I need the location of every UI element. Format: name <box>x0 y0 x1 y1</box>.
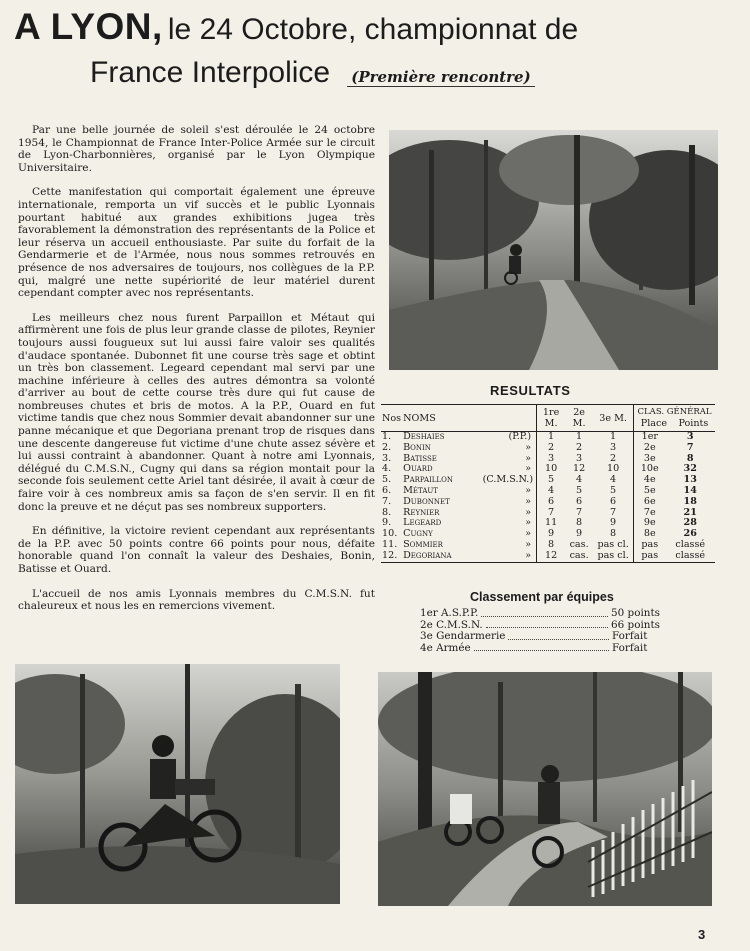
row-name: Deshaies (P.P.) <box>403 431 532 442</box>
col-m1: 1re M. <box>537 405 566 432</box>
list-item: 1er A.S.P.P. 50 points <box>420 607 660 619</box>
article-body <box>18 124 375 625</box>
paragraph: Cette manifestation qui comportait également une épreuve internationale, remporta un vif succès et le public Lyonnais pourtant habitué aux grandes exhibitions jugea très favorablement la démonstration des représentants de la Police et leur réserva un accueil enthousiaste. Par suite du forfait de la Gendarmerie et de l'Armée, nous nous sommes retrouvés en présence de nos adversaires de toujours, nos collègues de la P.P. qui, malgré une nette supériorité de leur matériel durent cependant compter avec nos représentants. <box>18 186 375 300</box>
list-item: 4e Armée Forfait <box>420 641 648 654</box>
col-place: Place <box>640 418 668 429</box>
table-row: 6. Métaut » 4 5 5 5e 14 <box>382 484 697 496</box>
table-row: 3. Batisse » 3 3 2 3e 8 <box>382 452 694 464</box>
paragraph: En définitive, la victoire revient cependant aux représentants de la P.P. avec 50 points contre 66 points pour nous, défaite honorable quand l'on connaît la valeur des Deshaies, Bonin, Batisse et Ouard. <box>18 525 375 575</box>
table-row: 5. Parpaillon (C.M.S.N.) 5 4 4 4e 13 <box>382 474 697 486</box>
subtitle: (Première rencontre) <box>347 68 534 87</box>
headline-bold: A LYON, <box>14 6 163 47</box>
table-row: 12. Degoriana » 12 cas. pas cl. pas classé <box>381 551 715 562</box>
paragraph: Les meilleurs chez nous furent Parpaillon et Métaut qui affirmèrent une fois de plus leur grande classe de pilotes, Reynier toujours aussi fougueux sut lui aussi faire valoir ses qualités d'audace spontanée. Dubonnet fit une course très sage et obtint un très bon classement. Legeard cependant mal servi par une machine inférieure à celles des autres démontra sa volonté d'arriver au bout de cette course très dure qui fut cause de nombreuses chutes et bris de motos. A la P.P., Ouard en fut victime tandis que chez nous Sommier devait abandonner sur une panne mécanique et que Degoriana prenant trop de risques dans une descente dangereuse fut victime d'une chute assez sévère et lui aussi contraint à abandonner. Quant à notre ami Lyonnais, délégué du C.M.S.N., Cugny qui dans sa région montait pour la seconde fois seulement cette Ariel tant désirée, il avait à cœur de faire voir à ces nombreux amis sa façon de s'en servir. Il en fit donc la preuve et ne déçut pas ses nombreux supporters. <box>18 311 375 513</box>
table-row: 8. Reynier » 7 7 7 7e 21 <box>382 506 697 518</box>
team-ranking-title: Classement par équipes <box>470 590 614 604</box>
results-title: RESULTATS <box>490 383 571 398</box>
col-m3: 3e M. <box>593 405 634 432</box>
list-item: 3e Gendarmerie Forfait <box>420 630 648 642</box>
col-names: NOMS <box>402 405 537 432</box>
headline-line2 <box>90 56 535 90</box>
table-row: 1. Deshaies (P.P.) 1 1 1 1er 3 <box>382 431 694 442</box>
table-row: 11. Sommier » 8 cas. pas cl. pas classé <box>382 538 706 550</box>
photo-rider-motorcycle <box>15 664 340 904</box>
photo-riders-fence <box>378 672 712 906</box>
headline-rest: le 24 Octobre, championnat de <box>167 13 579 46</box>
col-no: Nos <box>381 405 402 432</box>
table-row: 9. Legeard » 11 8 9 9e 28 <box>382 517 697 529</box>
paragraph: Par une belle journée de soleil s'est déroulée le 24 octobre 1954, le Championnat de France Inter-Police Armée sur le circuit de Lyon-Charbonnières, organisé par le Lyon Olympique Universitaire. <box>18 124 375 174</box>
col-general-top: CLAS. GÉNÉRAL <box>637 407 712 417</box>
page-number: 3 <box>698 927 706 942</box>
table-row: 10. Cugny » 9 9 8 8e 26 <box>382 528 697 540</box>
team-ranking-list <box>420 608 660 654</box>
results-table <box>381 404 715 563</box>
list-item: 2e C.M.S.N. 66 points <box>420 618 660 631</box>
col-general <box>634 405 715 432</box>
photo-forest-trail <box>389 130 718 370</box>
table-row: 4. Ouard » 10 12 10 10e 32 <box>382 463 697 475</box>
table-row: 7. Dubonnet » 6 6 6 6e 18 <box>382 495 697 507</box>
headline <box>14 6 744 52</box>
col-points: Points <box>678 418 709 429</box>
results-header-row <box>381 405 715 432</box>
row-no: 1. <box>382 431 392 442</box>
headline-line2-text: France Interpolice <box>90 56 331 89</box>
table-row: 2. Bonin » 2 2 3 2e 7 <box>382 441 694 453</box>
paragraph: L'accueil de nos amis Lyonnais membres du C.M.S.N. fut chaleureux et nous les en remercions vivement. <box>18 587 375 613</box>
col-m2: 2e M. <box>565 405 593 432</box>
